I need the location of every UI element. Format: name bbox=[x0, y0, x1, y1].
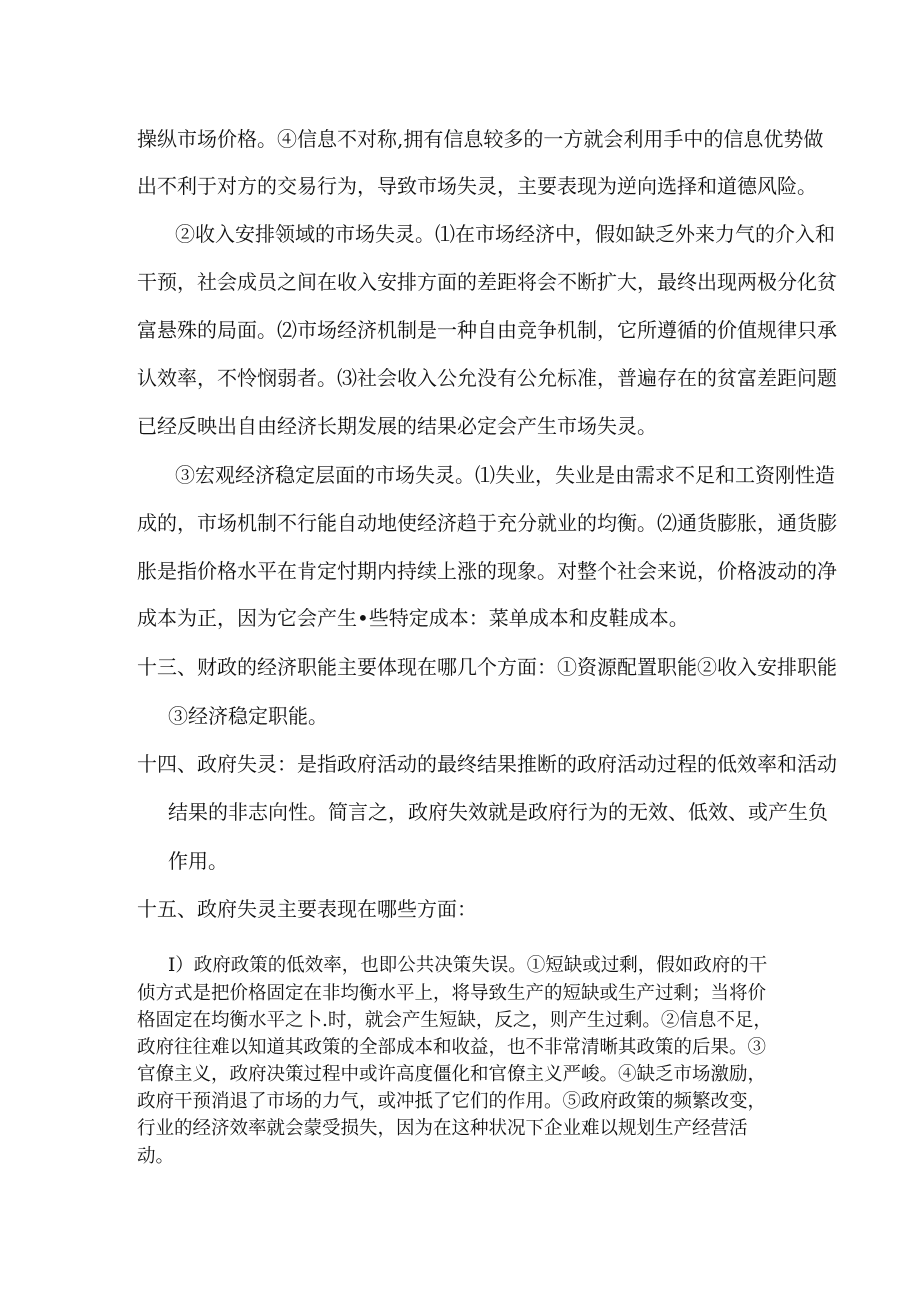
paragraph-first-line: I）政府政策的低效率，也即公共决策失误。①短缺或过剩，假如政府的干 bbox=[168, 955, 768, 976]
text-line: 政府干预消退了市场的力气，或冲抵了它们的作用。⑤政府政策的频繁改变， bbox=[137, 1091, 767, 1112]
text-line: 结果的非志向性。简言之，政府失效就是政府行为的无效、低效、或产生负 bbox=[168, 800, 828, 824]
paragraph-first-line: ②收入安排领域的市场失灵。⑴在市场经济中，假如缺乏外来力气的介入和 bbox=[175, 222, 835, 246]
text-line: 行业的经济效率就会蒙受损失，因为在这种状况下企业难以规划生产经营活 bbox=[137, 1118, 748, 1139]
text-line: 官僚主义，政府决策过程中或许高度僵化和官僚主义严峻。④缺乏市场激励， bbox=[137, 1064, 767, 1085]
text-line: 已经反映出自由经济长期发展的结果必定会产生市场失灵。 bbox=[137, 414, 657, 438]
text-line: 干预，社会成员之间在收入安排方面的差距将会不断扩大，最终出现两极分化贫 bbox=[137, 270, 837, 294]
paragraph-first-line: ③宏观经济稳定层面的市场失灵。⑴失业，失业是由需求不足和工资刚性造 bbox=[175, 463, 835, 487]
text-line: 认效率，不怜悯弱者。⑶社会收入公允没有公允标准，普遍存在的贫富差距问题 bbox=[137, 366, 837, 390]
section-heading: 十五、政府失灵主要表现在哪些方面： bbox=[137, 897, 477, 921]
text-line: 操纵市场价格。④信息不对称,拥有信息较多的一方就会利用手中的信息优势做 bbox=[137, 127, 824, 151]
text-line: ③经济稳定职能。 bbox=[168, 704, 328, 728]
text-line: 富悬殊的局面。⑵市场经济机制是一种自由竞争机制，它所遵循的价值规律只承 bbox=[137, 318, 837, 342]
text-line: 胀是指价格水平在肯定忖期内持续上涨的现象。对整个社会来说，价格波动的净 bbox=[137, 559, 837, 583]
text-line: 成的，市场机制不行能自动地使经济趋于充分就业的均衡。⑵通货膨胀，通货膨 bbox=[137, 511, 837, 535]
text-line: 格固定在均衡水平之卜.时，就会产生短缺，反之，则产生过剩。②信息不足， bbox=[137, 1010, 772, 1031]
section-heading: 十三、财政的经济职能主要体现在哪几个方面：①资源配置职能②收入安排职能 bbox=[137, 655, 837, 679]
text-line: 侦方式是把价格固定在非均衡水平上，将导致生产的短缺或生产过剩；当将价 bbox=[137, 983, 767, 1004]
text-line: 动。 bbox=[137, 1146, 175, 1167]
text-line: 成本为正，因为它会产生•些特定成本：菜单成本和皮鞋成本。 bbox=[137, 606, 689, 630]
text-line: 出不利于对方的交易行为，导致市场失灵，主要表现为逆向选择和道德风险。 bbox=[137, 174, 817, 198]
text-line: 作用。 bbox=[168, 849, 228, 873]
section-heading: 十四、政府失灵：是指政府活动的最终结果推断的政府活动过程的低效率和活动 bbox=[137, 752, 837, 776]
text-line: 政府往往难以知道其政策的全部成本和收益，也不非常清晰其政策的后果。③ bbox=[137, 1037, 767, 1058]
